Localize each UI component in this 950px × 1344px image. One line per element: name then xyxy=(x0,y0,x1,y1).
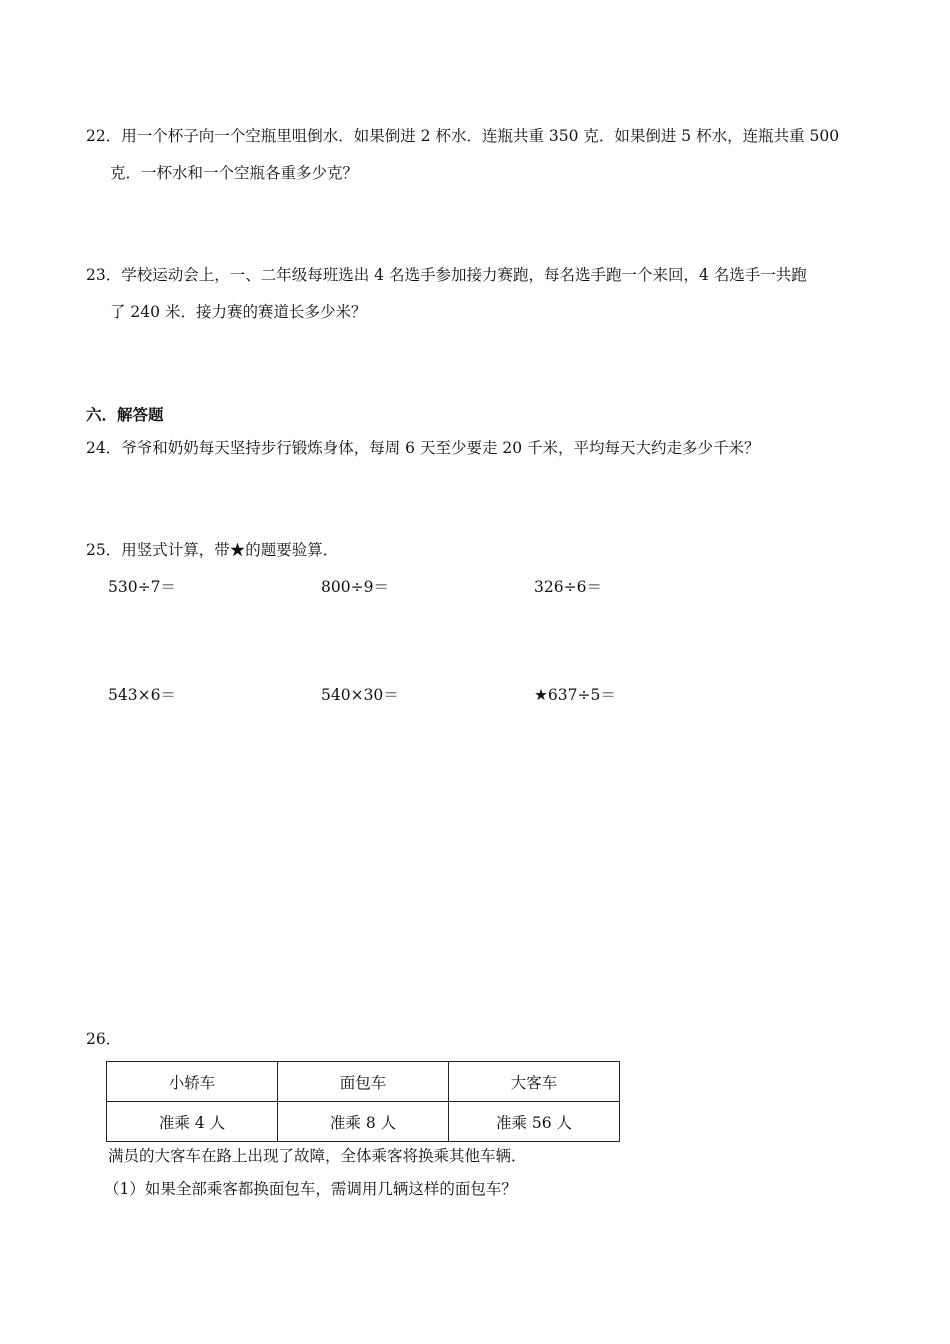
table-cell: 准乘 56 人 xyxy=(449,1102,620,1142)
calc-item: 540×30＝ xyxy=(321,686,399,704)
calc-item: 326÷6＝ xyxy=(534,578,602,596)
calc-item: 800÷9＝ xyxy=(321,578,389,596)
q23-line1: 23．学校运动会上，一、二年级每班选出 4 名选手参加接力赛跑，每名选手跑一个来回，4 名选手一共跑 xyxy=(86,266,807,284)
q23-line2: 了 240 米．接力赛的赛道长多少米？ xyxy=(110,303,367,321)
calc-item: 543×6＝ xyxy=(108,686,176,704)
calc-item-starred: ★637÷5＝ xyxy=(534,686,616,704)
q25-instruction: 25．用竖式计算，带★的题要验算． xyxy=(86,541,339,559)
vehicle-capacity-table xyxy=(106,1061,620,1142)
question-24: 24．爷爷和奶奶每天坚持步行锻炼身体，每周 6 天至少要走 20 千米，平均每天大约走多少千米？ xyxy=(86,439,760,457)
table-header-row xyxy=(107,1062,620,1102)
q26-subquestion-1: （1）如果全部乘客都换面包车，需调用几辆这样的面包车？ xyxy=(104,1180,517,1198)
table-cell: 准乘 4 人 xyxy=(107,1102,278,1142)
q26-statement: 满员的大客车在路上出现了故障，全体乘客将换乘其他车辆． xyxy=(108,1147,527,1165)
table-cell: 小轿车 xyxy=(107,1062,278,1102)
table-cell: 大客车 xyxy=(449,1062,620,1102)
table-row xyxy=(107,1102,620,1142)
q26-number: 26． xyxy=(86,1030,122,1048)
q22-line2: 克．一杯水和一个空瓶各重多少克？ xyxy=(110,164,359,182)
table-cell: 准乘 8 人 xyxy=(278,1102,449,1142)
q22-line1: 22．用一个杯子向一个空瓶里咀倒水．如果倒进 2 杯水．连瓶共重 350 克．如果倒进 5 杯水，连瓶共重 500 xyxy=(86,127,840,145)
calc-item: 530÷7＝ xyxy=(108,578,176,596)
table-cell: 面包车 xyxy=(278,1062,449,1102)
section-title: 六．解答题 xyxy=(86,406,164,424)
